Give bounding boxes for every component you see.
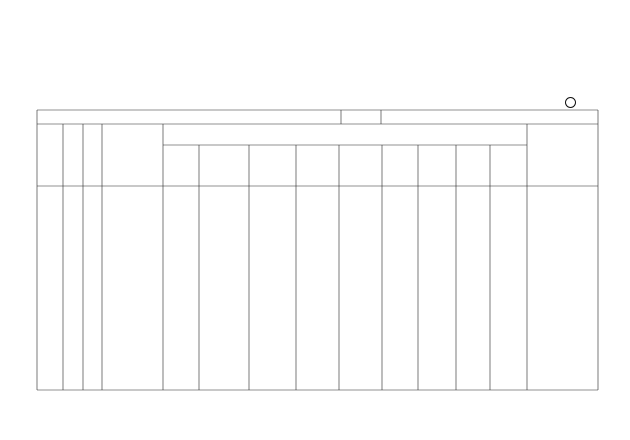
- column-aid-status: [39, 129, 61, 181]
- column-gender: [85, 132, 99, 176]
- column-school-supplies: [165, 157, 198, 177]
- column-grade: [66, 136, 80, 176]
